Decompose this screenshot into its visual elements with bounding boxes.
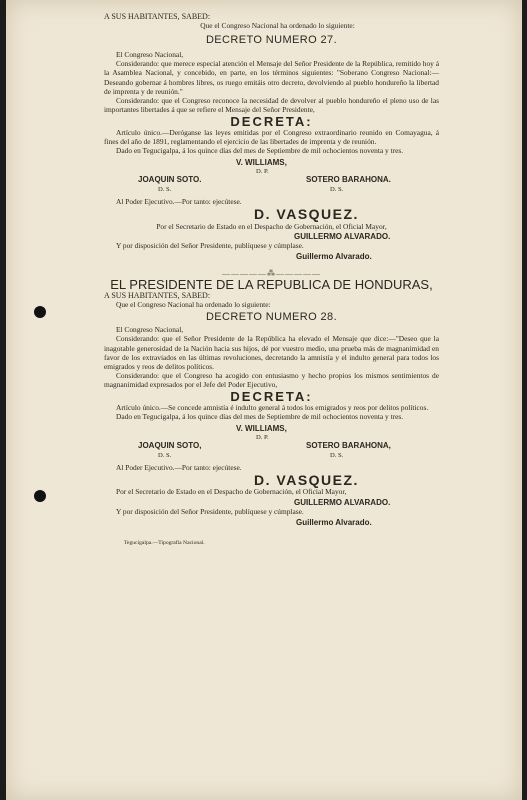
signature-caption: D. P. (256, 434, 269, 442)
decreta-heading: DECRETA: (230, 113, 313, 129)
signature-caption: D. S. (158, 452, 172, 460)
signature-vasquez: D. VASQUEZ. (254, 472, 359, 489)
poder-line: Al Poder Ejecutivo.—Por tanto: ejecútese. (116, 463, 242, 473)
signature-soto: JOAQUIN SOTO, (138, 441, 202, 451)
signature-barahona: SOTERO BARAHONA. (306, 175, 391, 185)
decree-27-section (104, 12, 439, 261)
dado-paragraph: Dado en Tegucigalpa, á los quince días del mes de Septiembre de mil ochocientos noventa y tres. (116, 412, 404, 422)
disposicion-line: Y por disposición del Señor Presidente, publíquese y cúmplase. (116, 240, 304, 250)
signature-barahona: SOTERO BARAHONA, (306, 441, 391, 451)
document-sheet (6, 0, 522, 800)
signature-alvarado: Guillermo Alvarado. (296, 517, 372, 527)
decree-title: DECRETO NUMERO 28. (205, 311, 338, 324)
habitantes-heading: A SUS HABITANTES, SABED: (104, 291, 211, 301)
punch-hole (34, 306, 46, 318)
congreso-line: El Congreso Nacional, (116, 50, 184, 60)
presidente-heading: EL PRESIDENTE DE LA REPUBLICA DE HONDURAS, (110, 276, 433, 292)
signature-caption: D. P. (256, 168, 269, 176)
signature-vasquez: D. VASQUEZ. (254, 206, 359, 223)
signature-row (104, 421, 439, 442)
signature-caption: D. S. (330, 452, 344, 460)
signature-williams: V. WILLIAMS, (236, 158, 287, 168)
considerando-paragraph: Considerando: que el Congreso reconoce la necesidad de devolver al pueblo hondureño el pleno uso de las importantes libertades á que se refiere el Mensaje del Señor Presidente, (104, 95, 439, 114)
intro-line: Que el Congreso Nacional ha ordenado lo siguiente: (116, 300, 271, 310)
disposicion-line: Y por disposición del Señor Presidente, publíquese y cúmplase. (116, 506, 304, 516)
signature-row (104, 155, 439, 176)
intro-line: Que el Congreso Nacional ha ordenado lo siguiente: (200, 21, 355, 31)
decree-28-section (104, 276, 439, 527)
signature-caption: D. S. (330, 186, 344, 194)
considerando-paragraph: Considerando: que merece especial atención el Mensaje del Señor Presidente de la República, remitido hoy á la Asamblea Nacional, y concebido, en parte, en los términos siguientes: "Soberano Congreso Nacional:—Deseando gobernar á hombres libres, os ruego emitáis otro decreto, devolviendo al pueblo hondureño la libertad de imprenta y de reunión." (104, 59, 439, 96)
habitantes-heading: A SUS HABITANTES, SABED: (104, 12, 211, 21)
ornament-divider: —————⁂————— (222, 268, 321, 278)
secretario-line: Por el Secretario de Estado en el Despacho de Gobernación, el Oficial Mayor, (116, 487, 347, 497)
signature-alvarado: Guillermo Alvarado. (296, 251, 372, 261)
signature-row (104, 173, 439, 195)
document-body (104, 10, 439, 548)
punch-hole (34, 490, 46, 502)
signature-row (104, 439, 439, 461)
decreta-heading: DECRETA: (230, 389, 313, 404)
dado-paragraph: Dado en Tegucigalpa, á los quince días del mes de Septiembre de mil ochocientos noventa y tres. (116, 146, 404, 156)
signature-williams: V. WILLIAMS, (236, 424, 287, 434)
decree-title: DECRETO NUMERO 27. (205, 34, 338, 47)
imprint-line: Tegucigalpa.—Tipografía Nacional. (124, 539, 205, 546)
articulo-paragraph: Artículo único.—Se concede amnistía é indulto general á todos los emigrados y reos por delitos políticos. (116, 403, 429, 413)
secretario-line: Por el Secretario de Estado en el Despacho de Gobernación, el Oficial Mayor, (156, 221, 387, 231)
signature-alvarado-caps: GUILLERMO ALVARADO. (294, 497, 391, 507)
congreso-line: El Congreso Nacional, (116, 325, 184, 335)
signature-alvarado-caps: GUILLERMO ALVARADO. (294, 231, 391, 241)
considerando-paragraph: Considerando: que el Señor Presidente de la República ha elevado el Mensaje que dice:—"Deseo que la inagotable generosidad de la Nación hacia sus hijos, dé por vuestro medio, una prueba más de magnanimidad en favor de los extraviados en las últimas revoluciones, decretando la amnistía y el indulto general para todos los emigrados y reos de delitos políticos. (104, 334, 439, 371)
signature-soto: JOAQUIN SOTO. (138, 175, 202, 185)
articulo-paragraph: Artículo único.—Deróganse las leyes emitidas por el Congreso extraordinario reunido en Comayagua, á fines del año de 1891, reglamentando el ejercicio de las libertades de imprenta y de reunión. (104, 128, 439, 147)
considerando-paragraph: Considerando: que el Congreso ha acogido con entusiasmo y hecho propios los mismos sentimientos de magnanimidad expresados por el Jefe del Poder Ejecutivo, (104, 370, 439, 389)
signature-caption: D. S. (158, 186, 172, 194)
poder-line: Al Poder Ejecutivo.—Por tanto: ejecútese. (116, 197, 242, 207)
